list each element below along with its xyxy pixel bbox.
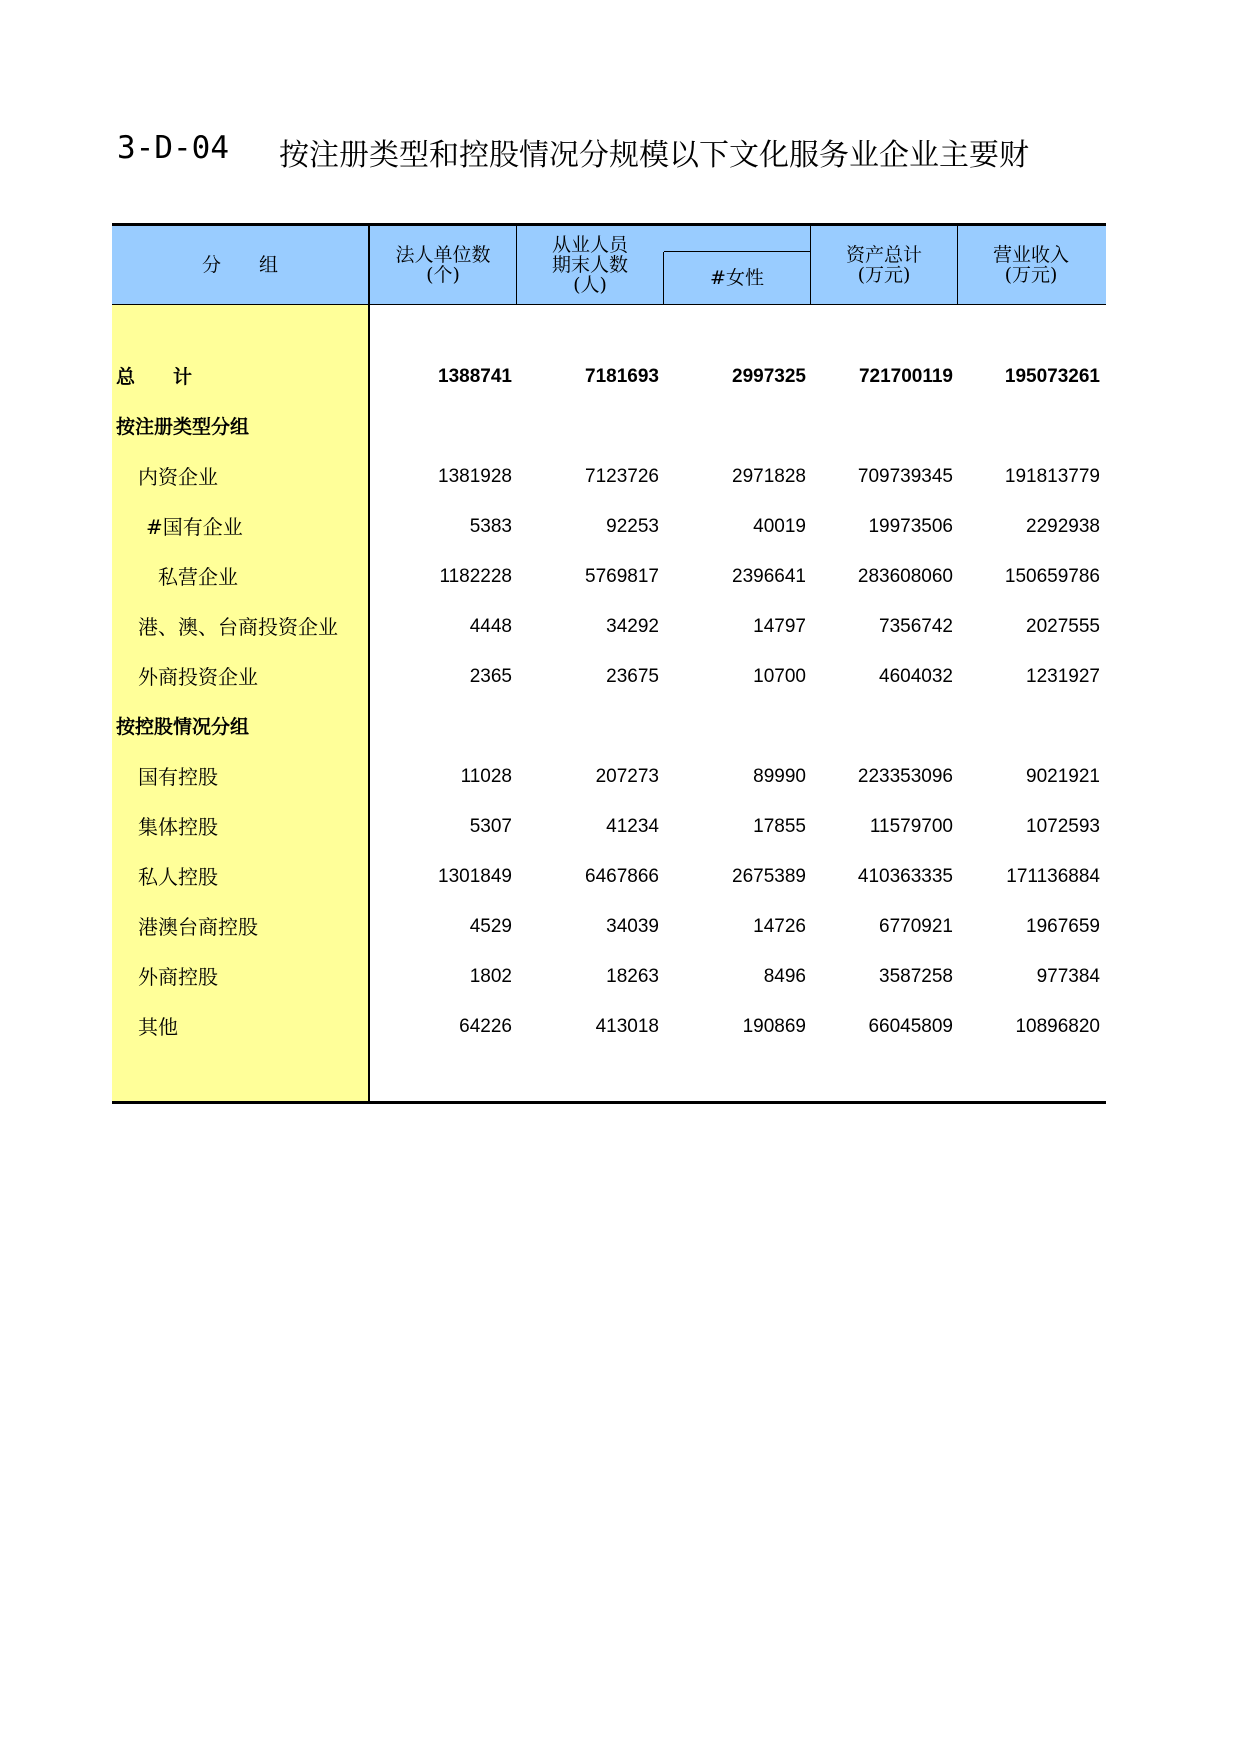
header-employees-label-2: 期末人数 (551, 254, 628, 276)
header-divider (810, 226, 811, 304)
row-value (366, 402, 512, 452)
row-value: 283608060 (857, 566, 953, 587)
row-label: 按控股情况分组 (116, 716, 250, 738)
row-value: 4529 (469, 916, 512, 937)
header-divider (957, 226, 958, 304)
row-value: 3587258 (879, 966, 953, 987)
row-value: 92253 (606, 516, 659, 537)
row-value (513, 402, 659, 452)
row-value (954, 702, 1100, 752)
table-row (112, 702, 1106, 752)
header-total-assets-label: 资产总计 (845, 244, 922, 266)
row-value: 2396641 (732, 566, 806, 587)
row-label: 集体控股 (138, 815, 218, 839)
row-value: 7356742 (879, 616, 953, 637)
row-value: 9021921 (1026, 766, 1100, 787)
row-label: 其他 (138, 1015, 178, 1039)
row-label: 按注册类型分组 (116, 416, 250, 438)
row-value: 721700119 (858, 366, 953, 387)
row-value: 191813779 (1004, 466, 1100, 487)
row-value: 195073261 (1004, 366, 1100, 387)
row-value: 4604032 (879, 666, 953, 687)
table-bottom-rule (112, 1101, 1106, 1104)
row-value: 1967659 (1026, 916, 1100, 937)
row-value (660, 402, 806, 452)
table-row (112, 352, 1106, 402)
row-value: 14726 (753, 916, 806, 937)
row-value: 5307 (469, 816, 512, 837)
row-value (807, 702, 953, 752)
header-legal-units (370, 226, 516, 304)
header-divider (664, 251, 810, 252)
row-label: 港、澳、台商投资企业 (138, 615, 338, 639)
table-row (112, 952, 1106, 1002)
row-label: 外商投资企业 (138, 665, 258, 689)
header-divider (516, 226, 517, 304)
row-label: 内资企业 (138, 465, 218, 489)
row-value (660, 702, 806, 752)
row-value: 23675 (606, 666, 659, 687)
row-value: 10896820 (1015, 1016, 1100, 1037)
row-value: 2971828 (732, 466, 806, 487)
row-value: 190869 (742, 1016, 806, 1037)
row-label: 私人控股 (138, 865, 218, 889)
row-value: 2027555 (1026, 616, 1100, 637)
table-row (112, 902, 1106, 952)
header-employees (517, 226, 663, 304)
row-value: 410363335 (857, 866, 953, 887)
table-row (112, 402, 1106, 452)
row-value: 7181693 (585, 366, 659, 387)
row-value: 1301849 (438, 866, 512, 887)
header-legal-units-unit: (个) (426, 264, 460, 286)
header-employees-label-1: 从业人员 (551, 234, 628, 256)
row-label: #国有企业 (146, 515, 243, 539)
row-value: 1231927 (1026, 666, 1100, 687)
header-legal-units-label: 法人单位数 (395, 244, 491, 266)
row-value: 40019 (753, 516, 806, 537)
header-revenue-label: 营业收入 (992, 244, 1069, 266)
row-value: 2997325 (732, 366, 806, 387)
statistics-table (112, 223, 1106, 1104)
row-value (513, 702, 659, 752)
table-code: 3-D-04 (117, 130, 229, 166)
table-row (112, 852, 1106, 902)
table-row (112, 602, 1106, 652)
table-row (112, 652, 1106, 702)
table-row (112, 552, 1106, 602)
row-label: 私营企业 (158, 565, 238, 589)
header-revenue (958, 226, 1104, 304)
row-value: 5769817 (585, 566, 659, 587)
row-value: 1182228 (439, 566, 512, 587)
row-value: 2365 (469, 666, 512, 687)
row-value: 17855 (753, 816, 806, 837)
row-value: 5383 (469, 516, 512, 537)
row-value: 41234 (606, 816, 659, 837)
row-value (954, 402, 1100, 452)
header-total-assets (811, 226, 957, 304)
row-value: 8496 (763, 966, 806, 987)
row-value: 207273 (595, 766, 659, 787)
header-group (112, 226, 368, 304)
row-value: 6770921 (879, 916, 953, 937)
row-label: 国有控股 (138, 765, 218, 789)
page-title (117, 126, 1107, 176)
row-value: 1072593 (1026, 816, 1100, 837)
row-label: 港澳台商控股 (138, 915, 258, 939)
row-value: 4448 (469, 616, 512, 637)
row-value: 10700 (753, 666, 806, 687)
row-value: 413018 (595, 1016, 659, 1037)
row-value: 18263 (606, 966, 659, 987)
header-female-label: #女性 (710, 266, 764, 289)
row-value: 223353096 (857, 766, 953, 787)
row-value: 1802 (469, 966, 512, 987)
table-title: 按注册类型和控股情况分规模以下文化服务业企业主要财 (279, 138, 1029, 173)
row-value: 2675389 (732, 866, 806, 887)
row-value: 709739345 (857, 466, 953, 487)
table-row (112, 502, 1106, 552)
header-divider (368, 226, 370, 304)
table-header (112, 223, 1106, 305)
row-value: 64226 (459, 1016, 512, 1037)
table-row (112, 452, 1106, 502)
row-value: 34039 (606, 916, 659, 937)
row-value: 89990 (753, 766, 806, 787)
row-value: 14797 (753, 616, 806, 637)
row-value: 150659786 (1004, 566, 1100, 587)
header-employees-unit: (人) (573, 274, 607, 296)
row-value: 6467866 (585, 866, 659, 887)
row-value: 11579700 (869, 816, 953, 837)
row-label: 总 计 (116, 366, 193, 388)
row-value: 7123726 (585, 466, 659, 487)
header-total-assets-unit: (万元) (857, 264, 911, 286)
row-value: 34292 (606, 616, 659, 637)
table-row (112, 1002, 1106, 1052)
row-value: 1388741 (438, 366, 512, 387)
row-value: 1381928 (438, 466, 512, 487)
row-value: 977384 (1036, 966, 1100, 987)
row-value: 19973506 (868, 516, 953, 537)
header-revenue-unit: (万元) (1004, 264, 1058, 286)
row-value (807, 402, 953, 452)
row-value: 66045809 (868, 1016, 953, 1037)
row-value: 11028 (460, 766, 512, 787)
header-divider (663, 252, 664, 304)
table-row (112, 752, 1106, 802)
row-value: 2292938 (1026, 516, 1100, 537)
row-label: 外商控股 (138, 965, 218, 989)
table-row (112, 802, 1106, 852)
header-female (664, 251, 810, 304)
row-value: 171136884 (1006, 866, 1100, 887)
header-group-label: 分 组 (201, 254, 278, 276)
row-value (366, 702, 512, 752)
